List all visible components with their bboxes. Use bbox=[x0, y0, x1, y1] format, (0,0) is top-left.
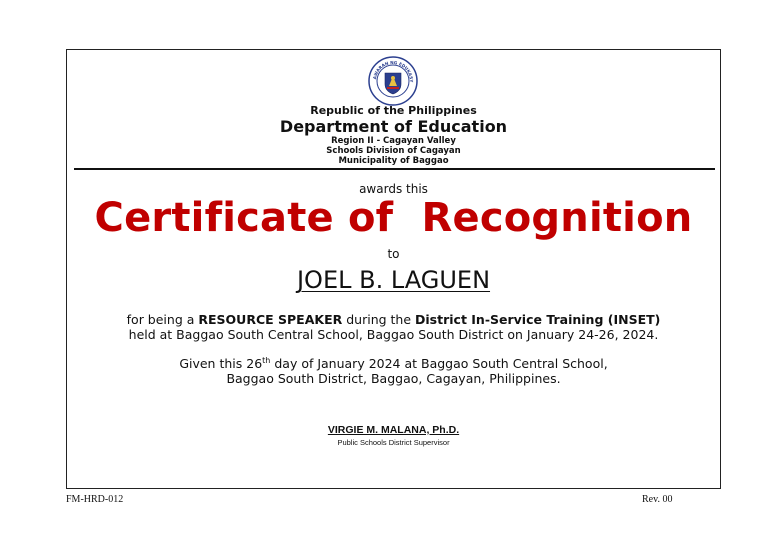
revision-label: Rev. 00 bbox=[642, 494, 673, 505]
republic-label: Republic of the Philippines bbox=[310, 104, 477, 117]
citation-paragraph bbox=[66, 312, 721, 342]
header-divider bbox=[74, 168, 715, 170]
citation-pre: for being a bbox=[126, 312, 199, 327]
citation-line-2: held at Baggao South Central School, Baggao South District on January 24-26, 2024. bbox=[128, 327, 659, 342]
signatory-name: VIRGIE M. MALANA, Ph.D. bbox=[327, 424, 460, 436]
form-code: FM-HRD-012 bbox=[66, 494, 124, 505]
signatory-title: Public Schools District Supervisor bbox=[337, 438, 450, 447]
municipality-label: Municipality of Baggao bbox=[338, 156, 449, 166]
region-label: Region II - Cagayan Valley bbox=[331, 136, 456, 146]
given-post: day of January 2024 at Baggao South Central School, bbox=[270, 356, 608, 372]
given-line-1 bbox=[66, 353, 721, 371]
given-pre: Given this 26 bbox=[179, 356, 263, 372]
event-text: District In-Service Training (INSET) bbox=[415, 312, 661, 327]
awards-text: awards this bbox=[359, 182, 428, 196]
citation-mid: during the bbox=[342, 312, 416, 327]
department-name: Department of Education bbox=[279, 117, 508, 136]
certificate-title: Certificate of Recognition bbox=[94, 195, 693, 241]
deped-seal-icon bbox=[368, 56, 418, 106]
given-paragraph bbox=[66, 353, 721, 386]
citation-line-1 bbox=[66, 312, 721, 327]
given-line-2: Baggao South District, Baggao, Cagayan, Philippines. bbox=[226, 371, 561, 387]
recipient-name: JOEL B. LAGUEN bbox=[296, 266, 491, 294]
given-ordinal: th bbox=[262, 356, 271, 365]
to-text: to bbox=[387, 247, 400, 261]
role-text: RESOURCE SPEAKER bbox=[198, 312, 343, 327]
seal-text: AWARAN NG EDUKASY bbox=[372, 59, 415, 83]
division-label: Schools Division of Cagayan bbox=[326, 146, 461, 156]
